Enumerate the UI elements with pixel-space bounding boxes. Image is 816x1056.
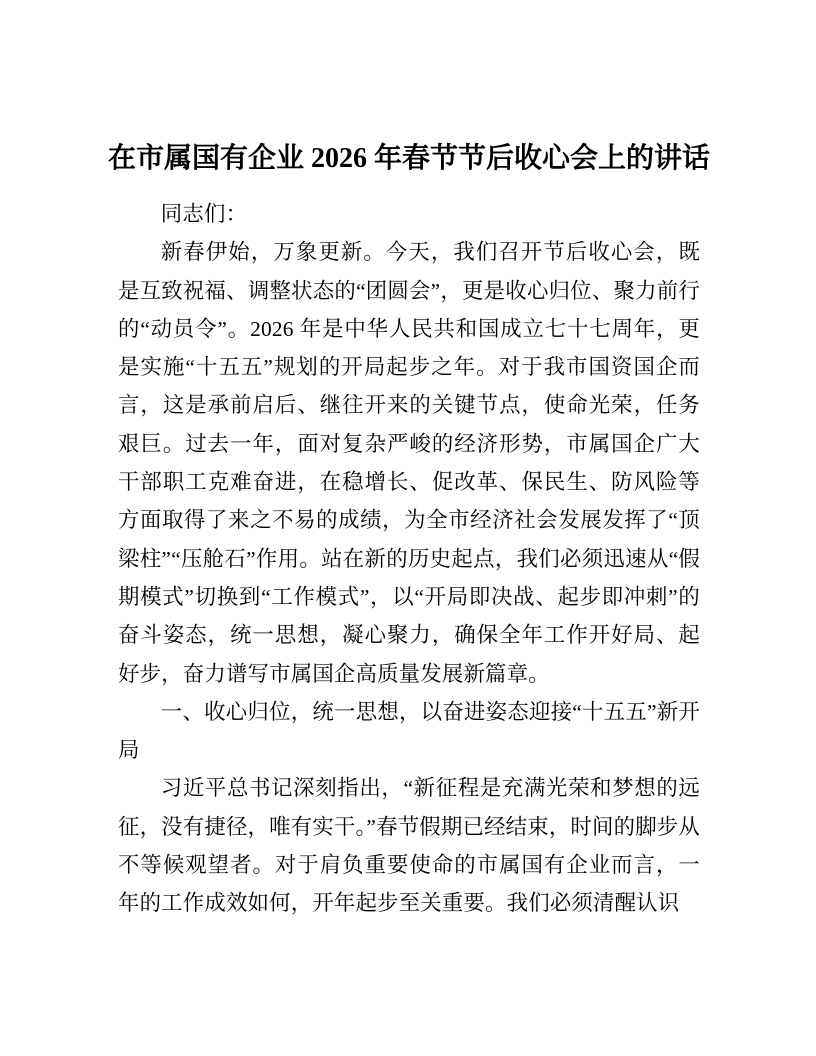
paragraph-section-1: 习近平总书记深刻指出，“新征程是充满光荣和梦想的远征，没有捷径，唯有实干。”春节假期已经结束，时间的脚步从不等候观望者。对于肩负重要使命的市属国有企业而言，一年的工作成效如何，开年起步至关重要。我们必须清醒认识 xyxy=(118,776,700,916)
salutation: 同志们： xyxy=(160,202,248,226)
section-heading-1: 一、收心归位，统一思想，以奋进姿态迎接“十五五”新开局 xyxy=(118,699,700,763)
document-title: 在市属国有企业 2026 年春节节后收心会上的讲话 xyxy=(108,143,711,174)
paragraph-opening: 新春伊始，万象更新。今天，我们召开节后收心会，既是互致祝福、调整状态的“团圆会”，更是收心归位、聚力前行的“动员令”。2026 年是中华人民共和国成立七十七周年，更是实施“十五五”规划的开局起步之年。对于我市国资国企而言，这是承前启后、继往开来的关键节点，使命光荣，任务艰巨。过去一年，面对复杂严峻的经济形势，市属国企广大干部职工克难奋进，在稳增长、促改革、保民生、防风险等方面取得了来之不易的成绩，为全市经济社会发展发挥了“顶梁柱”“压舱石”作用。站在新的历史起点，我们必须迅速从“假期模式”切换到“工作模式”，以“开局即决战、起步即冲刺”的奋斗姿态，统一思想，凝心聚力，确保全年工作开好局、起好步，奋力谱写市属国企高质量发展新篇章。 xyxy=(118,240,700,686)
